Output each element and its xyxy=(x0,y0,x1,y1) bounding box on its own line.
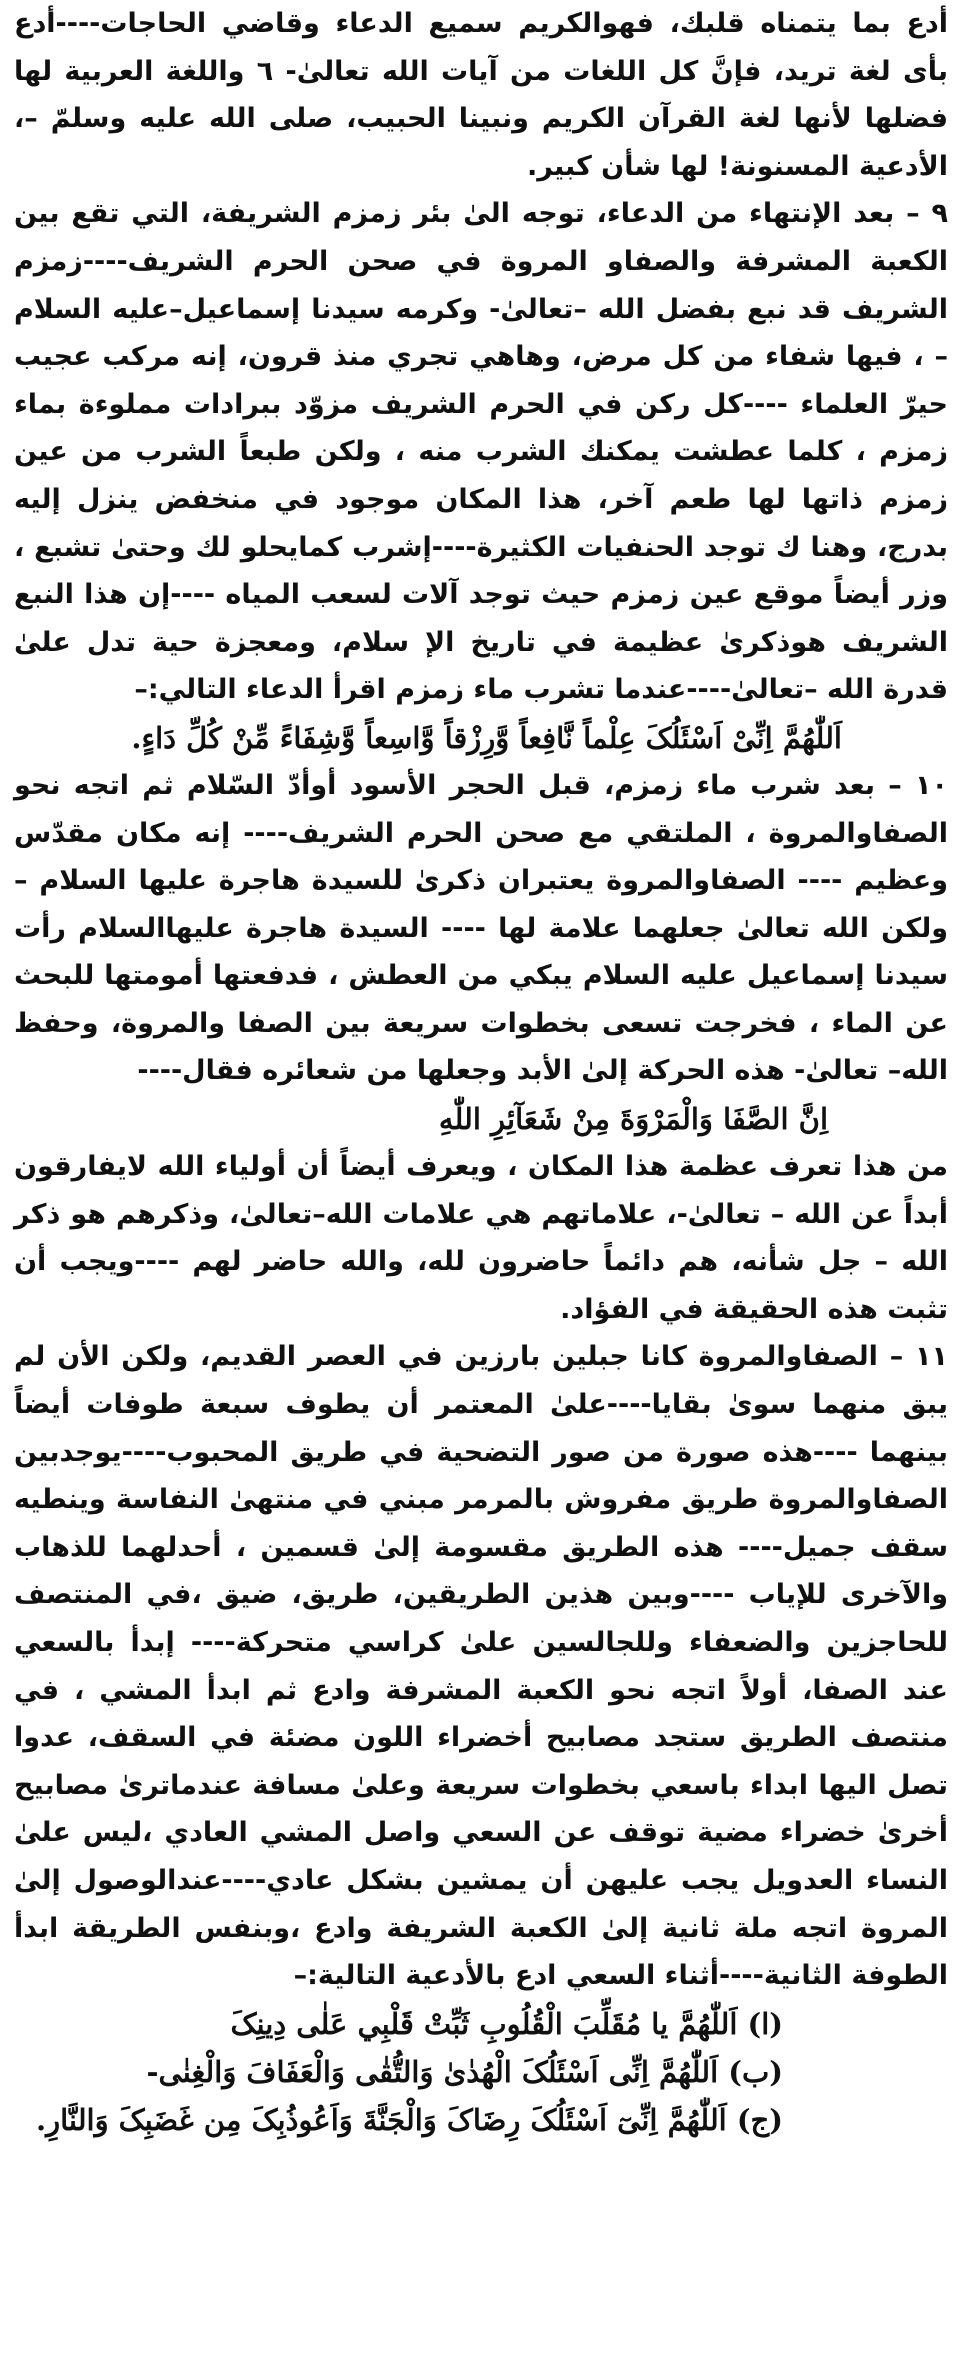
paragraph-11-sai: ١١ – الصفاوالمروة كانا جبلين بارزين في العصر القديم، ولكن الأن لم يبق منهما سوىٰ بقايا----علىٰ المعتمر أن يطوف سبعة طوفات أيضاً بينهما ----هذه صورة من صور التضحية في طريق المحبوب----يوجدبين الصفاوالمروة طريق مفروش بالمرمر مبني في منتهىٰ النفاسة وينطيه سقف جميل---- هذه الطريق مقسومة إلىٰ قسمين ، أحدلهما للذهاب والآخرى للإياب ----وبين هذين الطريقين، طريق، ضيق ،في المنتصف للحاجزين والضعفاء وللجالسين علىٰ كراسي متحركة---- إبدأ بالسعي عند الصفا، أولاً اتجه نحو الكعبة المشرفة وادع ثم ابدأ المشي ، في منتصف الطريق ستجد مصابيح أخضراء اللون مضئة في السقف، عدوا تصل اليها ابداء باسعي بخطوات سريعة وعلىٰ مسافة عندماترىٰ مصابيح أخرىٰ خضراء مضية توقف عن السعي واصل المشي العادي ،ليس علىٰ النساء العدويل يجب عليهن أن يمشين بشكل عادي----عندالوصول إلىٰ المروة اتجه ملة ثانية إلىٰ الكعبة الشريفة وادع ،وبنفس الطريقة ابدأ الطوفة الثانية----أثناء السعي ادع بالأدعية التالية:– xyxy=(14,1341,948,1992)
paragraph-10-continued: من هذا تعرف عظمة هذا المكان ، ويعرف أيضاً أن أولياء الله لايفارقون أبداً عن الله – تعالىٰ-، علاماتهم هي علامات الله–تعالىٰ، وذكرهم هو ذكر الله – جل شأنه، هم دائماً حاضرون لله، والله حاضر لهم ----ويجب أن تثبت هذه الحقيقة في الفؤاد. xyxy=(14,1151,948,1325)
quran-verse-safa-marwa: اِنَّ الصَّفَا وَالْمَرْوَةَ مِنْ شَعَآئِرِ اللّٰهِ xyxy=(438,1102,828,1137)
paragraph-9-zamzam: ٩ – بعد الإنتهاء من الدعاء، توجه الىٰ بئر زمزم الشريفة، التي تقع بين الكعبة المشرفة والصفاو المروة في صحن الحرم الشريف----زمزم الشريف قد نبع بفضل الله –تعالىٰ- وكرمه سيدنا إسماعيل–عليه السلام – ، فيها شفاء من كل مرض، وهاهي تجري منذ قرون، إنه مركب عجيب حيرّ العلماء ----كل ركن في الحرم الشريف مزوّد ببرادات مملوءة بماء زمزم ، كلما عطشت يمكنك الشرب منه ، ولكن طبعاً الشرب من عين زمزم ذاتها لها طعم آخر، هذا المكان موجود في منخفض ينزل إليه بدرج، وهنا ك توجد الحنفيات الكثيرة----إشرب كمايحلو لك وحتىٰ تشبع ، وزر أيضاً موقع عين زمزم حيث توجد آلات لسعب المياه ----إن هذا النبع الشريف هوذكرىٰ عظيمة في تاريخ الإ سلام، ومعجزة حية تدل علىٰ قدرة الله –تعالىٰ----عندما تشرب ماء زمزم اقرأ الدعاء التالي:– xyxy=(14,198,948,706)
supplication-c: (ج) اَللّٰهُمَّ اِنِّیٓ اَسْئَلُکَ رِضَاکَ وَالْجَنَّةَ وَاَعُوذُبِکَ مِن غَضَبِکَ وَالنَّارِ. xyxy=(36,2102,783,2137)
supplication-a: (ا) اَللّٰهُمَّ يا مُقَلِّبَ الْقُلُوبِ ثَبِّتْ قَلْبِي عَلٰى دِينِکَ xyxy=(230,2006,783,2041)
paragraph-intro: أدع بما يتمناه قلبك، فهوالكريم سميع الدعاء وقاضي الحاجات----أدع بأى لغة تريد، فإنَّ كل اللغات من آيات الله تعالىٰ- ٦ واللغة العربية لها فضلها لأنها لغة القرآن الكريم ونبينا الحبيب، صلى الله عليه وسلمّ –، الأدعية المسنونة! لها شأن كبير. xyxy=(14,8,948,182)
supplication-b: (ب) اَللّٰهُمَّ اِنِّی اَسْئَلُکَ الْهُدٰیٰ وَالتُّقٰی وَالْعَفَافَ وَالْغِنٰی- xyxy=(146,2054,783,2089)
paragraph-10-safa-marwa: ١٠ – بعد شرب ماء زمزم، قبل الحجر الأسود أوأدّ السّلام ثم اتجه نحو الصفاوالمروة ، الملتقي مع صحن الحرم الشريف---- إنه مكان مقدّس وعظيم ---- الصفاوالمروة يعتبران ذكرىٰ للسيدة هاجرة عليها السلام – ولكن الله تعالىٰ جعلهما علامة لها ---- السيدة هاجرة عليهاالسلام رأت سيدنا إسماعيل عليه السلام يبكي من العطش ، فدفعتها أمومتها للبحث عن الماء ، فخرجت تسعى بخطوات سريعة بين الصفا والمروة، وحفظ الله– تعالىٰ- هذه الحركة إلىٰ الأبد وجعلها من شعائره فقال---- xyxy=(14,769,948,1087)
supplications-list xyxy=(14,2000,948,2144)
quran-zamzam-supplication: اَللّٰهُمَّ اِنِّیْ اَسْئَلُکَ عِلْماً نَّافِعاً وَّرِزْقاً وَّاسِعاً وَّشِفَاءً مِّنْ کُلِّ دَاءٍ. xyxy=(131,720,842,755)
